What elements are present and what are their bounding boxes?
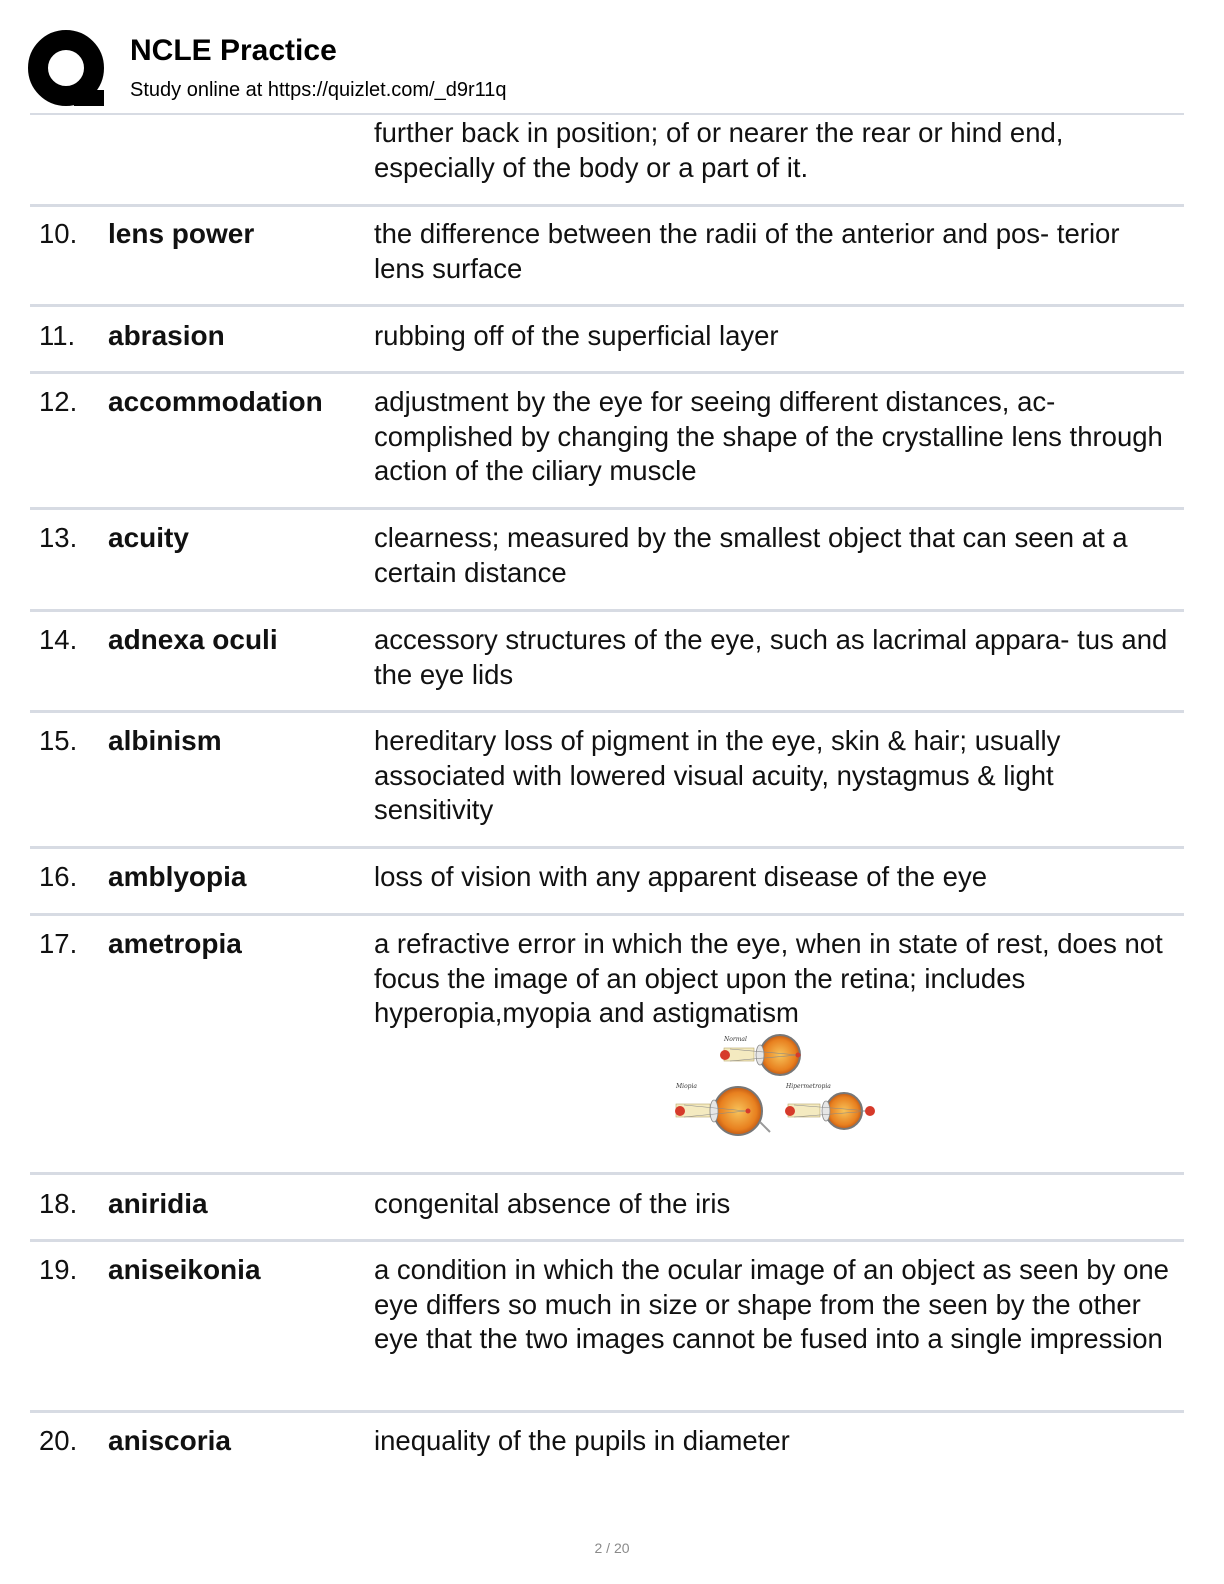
term-number: 15. (39, 725, 78, 756)
row-divider (30, 1172, 1184, 1175)
header-divider (30, 113, 1184, 115)
term-number: 20. (39, 1425, 78, 1456)
term-number: 14. (39, 624, 78, 655)
row-divider (30, 710, 1184, 713)
term: adnexa oculi (108, 624, 278, 655)
continued-definition: further back in position; of or nearer the rear or hind end, especially of the body or a part of it. (374, 117, 1064, 183)
row-divider (30, 371, 1184, 374)
term: acuity (108, 522, 189, 553)
row-divider (30, 507, 1184, 510)
row-divider (30, 1239, 1184, 1242)
term-number: 10. (39, 218, 78, 249)
term: albinism (108, 725, 222, 756)
term-number: 18. (39, 1188, 78, 1219)
term: abrasion (108, 320, 225, 351)
term-number: 16. (39, 861, 78, 892)
definition: accessory structures of the eye, such as lacrimal appara- tus and the eye lids (374, 624, 1168, 690)
row-divider (30, 304, 1184, 307)
definition: a refractive error in which the eye, when in state of rest, does not focus the image of an object upon the retina; includes hyperopia,myopia and astigmatism (374, 928, 1163, 1028)
definition: rubbing off of the superficial layer (374, 320, 779, 351)
definition: congenital absence of the iris (374, 1188, 731, 1219)
definition: loss of vision with any apparent disease of the eye (374, 861, 988, 892)
row-divider (30, 846, 1184, 849)
study-online-link[interactable]: Study online at https://quizlet.com/_d9r11q (130, 79, 507, 101)
page-header (28, 28, 1188, 112)
term: aniscoria (108, 1425, 231, 1456)
term-number: 13. (39, 522, 78, 553)
definition: clearness; measured by the smallest object that can seen at a certain distance (374, 522, 1128, 588)
refraction-eye-diagram (668, 1034, 880, 1144)
term: aniridia (108, 1188, 208, 1219)
term-number: 11. (39, 320, 76, 351)
term: ametropia (108, 928, 242, 959)
term: amblyopia (108, 861, 247, 892)
definition: a condition in which the ocular image of an object as seen by one eye differs so much in size or shape from the seen by the other eye that the two images cannot be fused into a single impression (374, 1254, 1169, 1354)
term: aniseikonia (108, 1254, 261, 1285)
definition: adjustment by the eye for seeing different distances, ac- complished by changing the shape of the crystalline lens through action of the ciliary muscle (374, 386, 1163, 486)
row-divider (30, 609, 1184, 612)
term: lens power (108, 218, 255, 249)
miopia-label: Miopia (676, 1083, 698, 1090)
term-number: 17. (39, 928, 78, 959)
page-title: NCLE Practice (130, 34, 337, 67)
hipermetropia-label: Hipermetropia (786, 1083, 831, 1090)
row-divider (30, 204, 1184, 207)
term-number: 19. (39, 1254, 78, 1285)
definition: inequality of the pupils in diameter (374, 1425, 790, 1456)
row-divider (30, 1410, 1184, 1413)
page-number: 2 / 20 (594, 1540, 630, 1556)
term-number: 12. (39, 386, 78, 417)
definition: the difference between the radii of the anterior and pos- terior lens surface (374, 218, 1120, 284)
definition: hereditary loss of pigment in the eye, skin & hair; usually associated with lowered visual acuity, nystagmus & light sensitivity (374, 725, 1061, 825)
quizlet-logo-icon (28, 28, 108, 108)
row-divider (30, 913, 1184, 916)
normal-label: Normal (724, 1036, 747, 1043)
term: accommodation (108, 386, 323, 417)
